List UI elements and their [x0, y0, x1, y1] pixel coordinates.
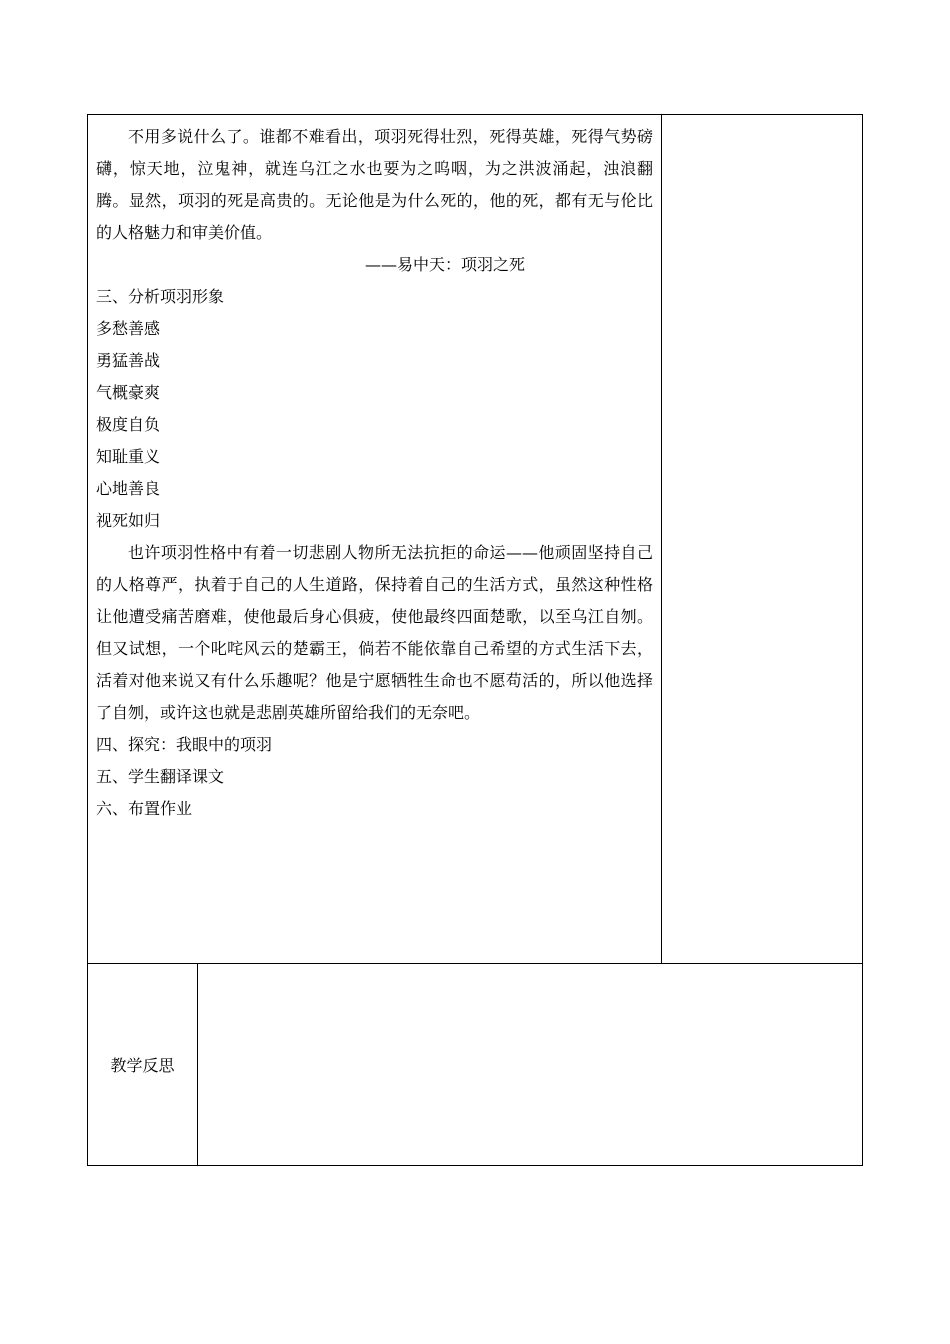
quote-source: ——易中天：项羽之死	[364, 255, 525, 274]
section-heading-translate: 五、学生翻译课文	[96, 767, 225, 786]
tragic-hero-paragraph: 也许项羽性格中有着一切悲剧人物所无法抗拒的命运——他顽固坚持自己的人格尊严，执着于自己的人生道路，保持着自己的生活方式，虽然这种性格让他遭受痛苦磨难，使他最后身心俱疲，使他最终四面楚歌，以至乌江自刎。但又试想，一个叱咤风云的楚霸王，倘若不能依靠自己希望的方式生活下去，活着对他来说又有什么乐趣呢？他是宁愿牺牲生命也不愿苟活的，所以他选择了自刎，或许这也就是悲剧英雄所留给我们的无奈吧。	[96, 543, 653, 722]
trait-item: 多愁善感	[96, 319, 161, 338]
reflection-row	[88, 964, 862, 1165]
trait-item: 心地善良	[96, 479, 161, 498]
trait-item: 勇猛善战	[96, 351, 161, 370]
section-heading-analysis: 三、分析项羽形象	[96, 287, 225, 306]
yizhongtian-quote-paragraph: 不用多说什么了。谁都不难看出，项羽死得壮烈，死得英雄，死得气势磅礴，惊天地，泣鬼神，就连乌江之水也要为之呜咽，为之洪波涌起，浊浪翻腾。显然，项羽的死是高贵的。无论他是为什么死的，他的死，都有无与伦比的人格魅力和审美价值。	[96, 127, 653, 242]
reflection-label: 教学反思	[110, 1056, 175, 1075]
trait-item: 极度自负	[96, 415, 161, 434]
trait-item: 视死如归	[96, 511, 161, 530]
lesson-content-cell	[88, 115, 662, 963]
reflection-content-cell	[198, 964, 862, 1165]
notes-cell	[662, 115, 862, 963]
trait-item: 知耻重义	[96, 447, 161, 466]
section-heading-explore: 四、探究：我眼中的项羽	[96, 735, 273, 754]
trait-item: 气概豪爽	[96, 383, 161, 402]
lesson-plan-table	[87, 114, 863, 1166]
section-heading-homework: 六、布置作业	[96, 799, 193, 818]
reflection-label-cell	[88, 964, 198, 1165]
lesson-content-row	[88, 115, 862, 964]
